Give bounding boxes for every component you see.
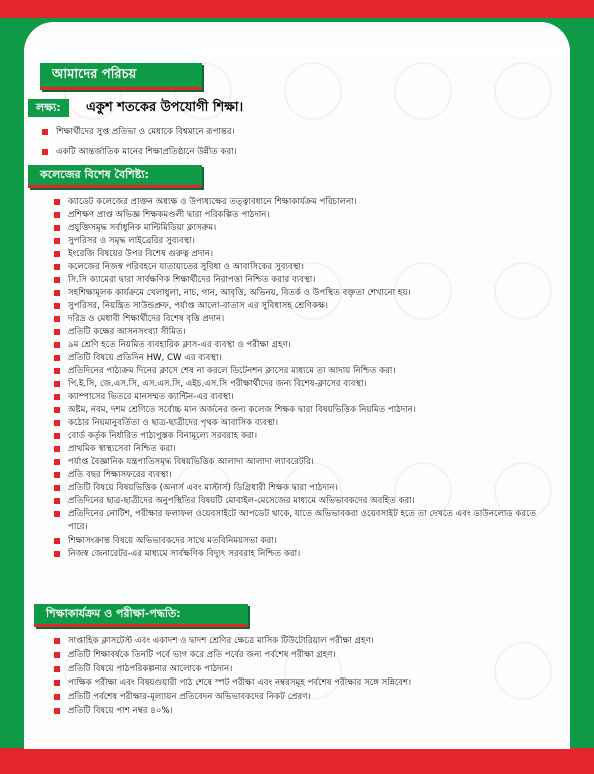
list-item <box>54 378 538 391</box>
list-item <box>54 287 538 300</box>
bullet-icon <box>54 638 60 644</box>
list-item-text: সুপরিসর, নিয়ন্ত্রিত সাউন্ডপ্রুফ, পর্যাপ্ত আলো-বাতাস এর সুবিধাসহ শ্রেণিকক্ষ। <box>68 301 328 311</box>
bullet-icon <box>54 238 60 244</box>
bullet-icon <box>54 316 60 322</box>
features-list <box>54 196 538 561</box>
list-item-text: প্রতিটি বিষয়ে পাশ নম্বর ৪০%। <box>68 706 173 716</box>
motto-label: লক্ষ্য: <box>28 99 69 117</box>
list-item <box>54 248 538 261</box>
list-item-text: একটি আন্তর্জাতিক মানের শিক্ষাপ্রতিষ্ঠানে উন্নীত করা। <box>56 147 237 157</box>
list-item-text: সি.সি ক্যামেরা দ্বারা সার্বক্ষণিক শিক্ষার্থীদের নিরাপত্তা নিশ্চিত করার ব্যবস্থা। <box>68 275 316 285</box>
curriculum-list <box>54 635 411 719</box>
list-item <box>54 404 538 417</box>
list-item <box>54 300 538 313</box>
list-item <box>54 508 538 535</box>
list-item <box>54 649 411 663</box>
list-item-text: ক্যাডেট কলেজের প্রাক্তন অধ্যক্ষ ও উপাধ্যক্ষের তত্ত্বাবধানে শিক্ষাকার্যক্রম পরিচালনা। <box>68 197 357 207</box>
list-item <box>54 535 538 548</box>
list-item <box>54 209 538 222</box>
bullet-icon <box>42 129 48 135</box>
list-item <box>54 391 538 404</box>
motto-text: একুশ শতকের উপযোগী শিক্ষা। <box>86 100 244 115</box>
bullet-icon <box>54 225 60 231</box>
list-item-text: প্রতিটি শিক্ষাবর্ষকে তিনটি পর্বে ভাগ করে প্রতি পর্বের জন্য পর্বশেষ পরীক্ষা গ্রহণ। <box>68 650 336 660</box>
list-item <box>54 663 411 677</box>
bullet-icon <box>54 420 60 426</box>
features-heading: কলেজের বিশেষ বৈশিষ্ট্য: <box>28 165 202 188</box>
list-item <box>54 443 538 456</box>
bullet-icon <box>54 551 60 557</box>
bullet-icon <box>54 538 60 544</box>
list-item <box>54 352 538 365</box>
page-title: আমাদের পরিচয় <box>40 63 202 90</box>
list-item <box>54 456 538 469</box>
list-item-text: প্রতিটি কক্ষের আসনসংখ্যা সীমিত। <box>68 327 186 337</box>
list-item <box>54 495 538 508</box>
bullet-icon <box>54 666 60 672</box>
list-item-text: অষ্টম, নবম, দশম শ্রেণিতে সর্বোচ্চ মান অর্জনের জন্য কলেজ শিক্ষক দ্বারা বিষয়ভিত্তিক নিয়মিত পাঠদান। <box>68 405 417 415</box>
list-item <box>54 196 538 209</box>
list-item-text: কলেজের নিজস্ব পরিবহনে যাতায়াতের সুবিধা ও আবাসিকের সুব্যবস্থা। <box>68 262 304 272</box>
list-item-text: প্রতিদিনের ছাত্র-ছাত্রীদের অনুপস্থিতির বিষয়টি মোবাইল-মেসেজের মাধ্যমে অভিভাবকদের অবহিত করা। <box>68 496 415 506</box>
goals-list <box>42 126 237 166</box>
bullet-icon <box>54 511 60 517</box>
list-item-text: পাক্ষিক পরীক্ষা এবং বিষয়গুয়ারী পাঠ শেষে স্পট পরীক্ষা এবং নম্বরসমূহ পর্বশেষ পরীক্ষার সঙ্গে সন্নিবেশ। <box>68 678 412 688</box>
list-item-text: বোর্ড কর্তৃক নির্ধারিত পাঠ্যপুস্তক বিনামূল্যে সরবরাহ করা। <box>68 431 258 441</box>
bullet-icon <box>54 264 60 270</box>
bullet-icon <box>54 342 60 348</box>
list-item-text: ক্যাম্পাসের ভিতরে মানসম্মত ক্যান্টিন-এর ব্যবস্থা। <box>68 392 234 402</box>
list-item <box>54 635 411 649</box>
list-item-text: কঠোর নিয়মানুবর্তিতা ও ছাত্র-ছাত্রীদের পৃথক আবাসিক ব্যবস্থা। <box>68 418 279 428</box>
watermark-logo-icon <box>494 642 552 700</box>
list-item-text: ৯ম শ্রেণি হতে নিয়মিত ব্যবহারিক ক্লাস-এর ব্যবস্থা ও পরীক্ষা গ্রহণ। <box>68 340 291 350</box>
list-item <box>54 313 538 326</box>
bullet-icon <box>54 355 60 361</box>
bullet-icon <box>54 290 60 296</box>
list-item <box>54 548 538 561</box>
list-item <box>54 274 538 287</box>
bullet-icon <box>54 694 60 700</box>
list-item <box>54 261 538 274</box>
list-item <box>54 705 411 719</box>
bullet-icon <box>54 498 60 504</box>
list-item <box>54 326 538 339</box>
list-item <box>54 365 538 378</box>
list-item-text: প্রতিটি বিষয়ে পাঠপরিকল্পনার আলোকে পাঠদান। <box>68 664 233 674</box>
list-item <box>54 677 411 691</box>
list-item <box>54 417 538 430</box>
list-item-text: সাপ্তাহিক ক্লাসটেস্ট এবং একাদশ ও দ্বাদশ শ্রেণির ক্ষেত্রে মাসিক টিউটোরিয়াল পরীক্ষা গ্রহণ। <box>68 636 374 646</box>
list-item-text: প্রতিদিনের পাঠ্যক্রম দিনের ক্লাসে শেষ না করলে ডিটেনশন ক্লাসের মাধ্যমে তা আদায় নিশ্চিত করা। <box>68 366 396 376</box>
bullet-icon <box>54 472 60 478</box>
top-red-band <box>0 0 594 18</box>
bullet-icon <box>54 251 60 257</box>
bullet-icon <box>42 149 48 155</box>
list-item-text: প্রতিটি বিষয়ে বিষয়ভিত্তিক (অনার্স এবং মাস্টার্স) ডিগ্রিধারী শিক্ষক দ্বারা পাঠদান। <box>68 483 338 493</box>
watermark-logo-icon <box>494 62 552 120</box>
list-item <box>54 339 538 352</box>
bullet-icon <box>54 394 60 400</box>
list-item <box>42 146 237 166</box>
list-item-text: পি.ই.সি, জে.এস.সি, এস.এস.সি, এইচ.এস.সি পরীক্ষার্থীদের জন্য বিশেষ-ক্লাসের ব্যবস্থা। <box>68 379 367 389</box>
list-item-text: সহশিক্ষামূলক কার্যক্রমে খেলাধুলা, নাচ, গান, আবৃত্তি, অভিনয়, বিতর্ক ও উপস্থিত বক্তৃতা শেখানো হয়। <box>68 288 411 298</box>
list-item <box>54 222 538 235</box>
list-item <box>54 430 538 443</box>
list-item <box>54 482 538 495</box>
bullet-icon <box>54 459 60 465</box>
bullet-icon <box>54 708 60 714</box>
list-item-text: দরিদ্র ও মেধাবী শিক্ষার্থীদের বিশেষ বৃত্তি প্রদান। <box>68 314 225 324</box>
list-item-text: প্রযুক্তিসমৃদ্ধ সর্বাধুনিক মাল্টিমিডিয়া ক্লাসরুম। <box>68 223 217 233</box>
bullet-icon <box>54 485 60 491</box>
list-item <box>54 235 538 248</box>
list-item-text: পর্যাপ্ত বৈজ্ঞানিক যন্ত্রপাতিসমৃদ্ধ বিষয়ভিত্তিক আলাদা আলাদা ল্যাবরেটরি। <box>68 457 314 467</box>
bullet-icon <box>54 407 60 413</box>
bullet-icon <box>54 652 60 658</box>
bullet-icon <box>54 212 60 218</box>
bullet-icon <box>54 329 60 335</box>
list-item-text: প্রশিক্ষণ প্রাপ্ত অভিজ্ঞ শিক্ষকমণ্ডলী দ্বারা পরিকল্পিত পাঠদান। <box>68 210 270 220</box>
list-item <box>54 691 411 705</box>
list-item-text: শিক্ষার্থীদের সুপ্ত প্রতিভা ও মেধাকে বিশ্বমানে রূপান্তর। <box>56 127 235 137</box>
list-item-text: প্রতিদিনের নোটিশ, পরীক্ষার ফলাফল ওয়েবসাইটে আপডেট থাকে, যাতে অভিভাবকরা ওয়েবসাইট হতে তা দেখতে এবং ডাউনলোড করতে পারে। <box>68 509 537 532</box>
list-item-text: সুপরিসর ও সমৃদ্ধ লাইব্রেরির সুব্যবস্থা। <box>68 236 195 246</box>
list-item-text: শিক্ষাসংক্রান্ত বিষয়ে অভিভাবকদের সাথে মতবিনিময়সভা করা। <box>68 536 277 546</box>
list-item-text: ইংরেজি বিষয়ের উপর বিশেষ গুরুত্ব প্রদান। <box>68 249 214 259</box>
bullet-icon <box>54 368 60 374</box>
list-item-text: প্রতি বছর শিক্ষাসফরের ব্যবস্থা। <box>68 470 172 480</box>
list-item <box>54 469 538 482</box>
bullet-icon <box>54 303 60 309</box>
watermark-logo-icon <box>284 62 342 120</box>
bullet-icon <box>54 199 60 205</box>
list-item-text: নিজস্ব জেনারেটর-এর মাধ্যমে সার্বক্ষণিক বিদ্যুৎ সরবরাহ নিশ্চিত করা। <box>68 549 301 559</box>
list-item <box>42 126 237 146</box>
list-item-text: প্রাথমিক স্বাস্থ্যসেবা নিশ্চিত করা। <box>68 444 176 454</box>
list-item-text: প্রতিটি বিষয়ে প্রতিদিন HW, CW এর ব্যবস্থা। <box>68 353 222 363</box>
watermark-logo-icon <box>394 62 452 120</box>
bullet-icon <box>54 446 60 452</box>
list-item-text: প্রতিটি পর্বশেষ পরীক্ষার-মূল্যায়ন প্রতিবেদন অভিভাবকদের নিকট প্রেরণ। <box>68 692 311 702</box>
bullet-icon <box>54 433 60 439</box>
curriculum-heading: শিক্ষাকার্যক্রম ও পরীক্ষা-পদ্ধতি: <box>34 604 248 627</box>
bullet-icon <box>54 277 60 283</box>
bullet-icon <box>54 680 60 686</box>
bottom-red-band <box>0 748 594 774</box>
bullet-icon <box>54 381 60 387</box>
